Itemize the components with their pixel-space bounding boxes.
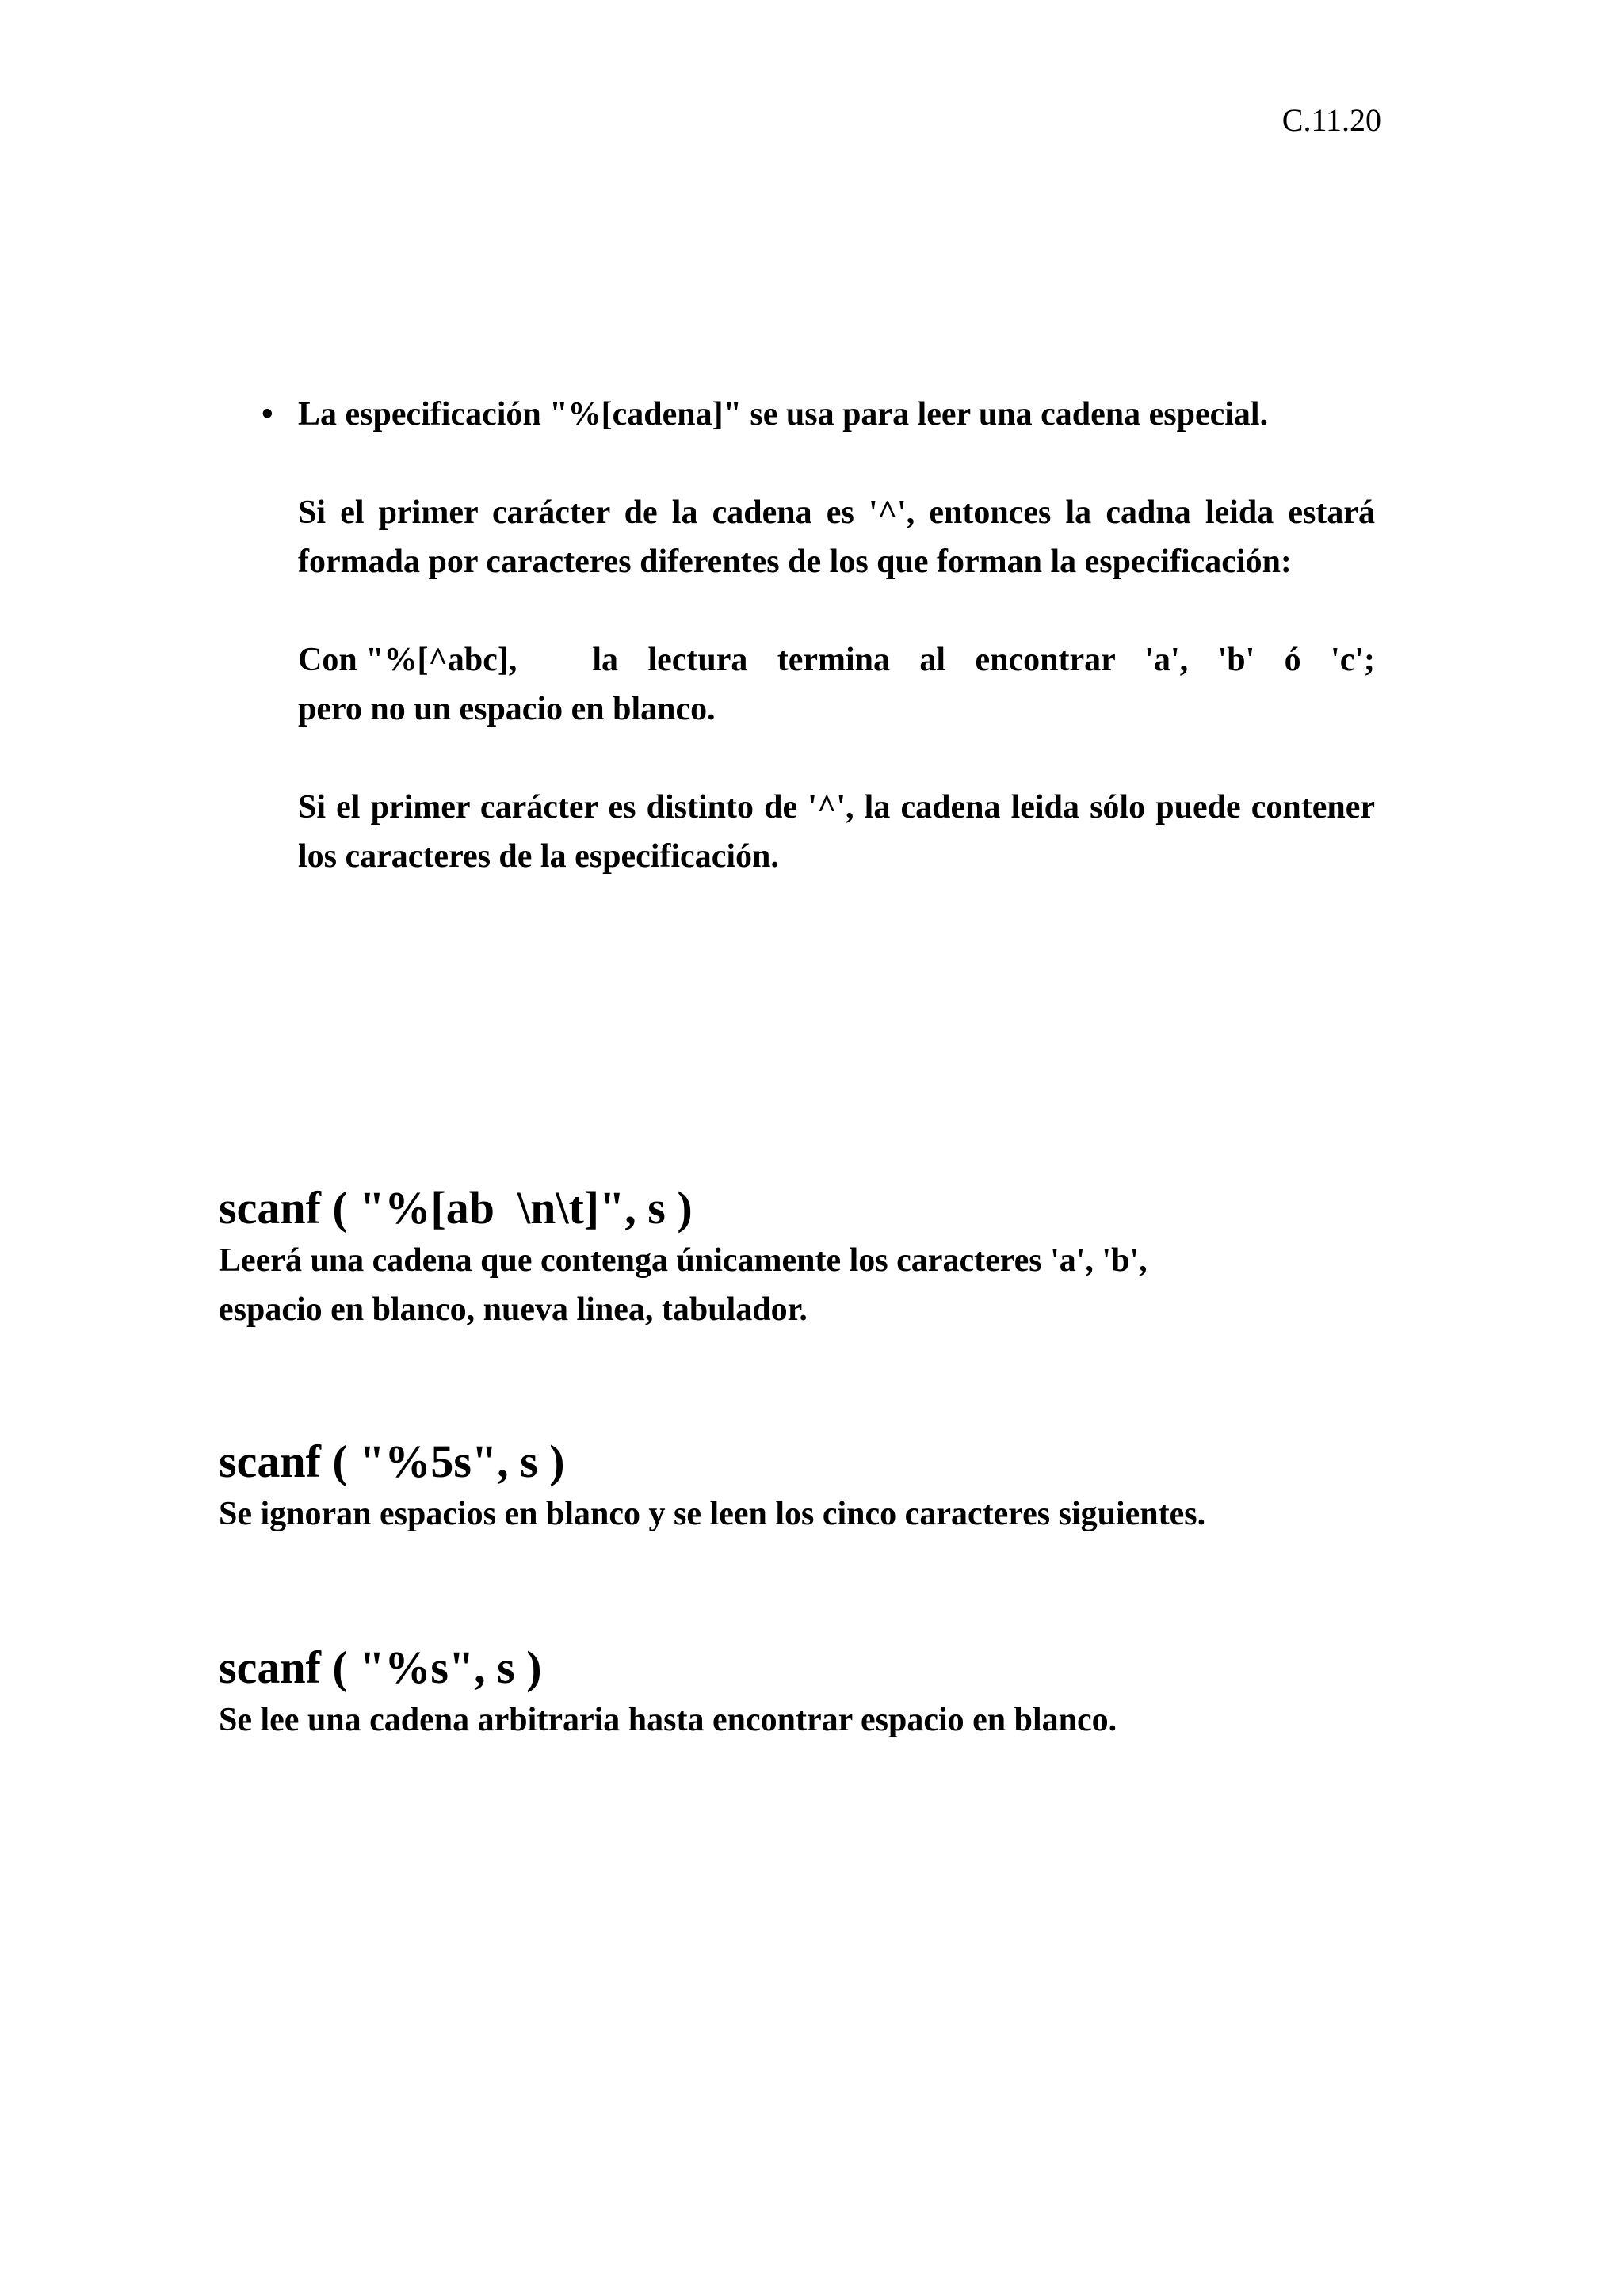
bullet-section <box>262 390 1375 881</box>
caret-rule-paragraph: Si el primer carácter de la cadena es '^', entonces la cadna leida estará formada por caracteres diferentes de los que forman la especificación: <box>298 494 1375 580</box>
con-example-paragraph <box>298 635 1375 734</box>
example-code: scanf ( "%[ab \n\t]", s ) <box>219 1182 693 1234</box>
example-plain-s <box>219 1640 1117 1745</box>
example-width-5s <box>219 1434 1205 1539</box>
example-desc-line1: Se ignoran espacios en blanco y se leen los cinco caracteres siguientes. <box>219 1496 1206 1532</box>
page-number: C.11.20 <box>1281 102 1381 138</box>
con-example-rest: la lectura termina al encontrar 'a', 'b' ó 'c'; <box>592 642 1375 678</box>
distinct-rule-paragraph: Si el primer carácter es distinto de '^', la cadena leida sólo puede contener los caracteres de la especificación. <box>298 789 1375 875</box>
example-desc-line1: Se lee una cadena arbitraria hasta encontrar espacio en blanco. <box>219 1702 1117 1738</box>
example-code: scanf ( "%s", s ) <box>219 1642 542 1693</box>
bullet-item <box>262 390 1375 439</box>
example-set-ab <box>219 1180 1148 1334</box>
example-desc-line2: espacio en blanco, nueva linea, tabulador. <box>219 1291 808 1328</box>
bullet-intro-text: La especificación "%[cadena]" se usa para leer una cadena especial. <box>298 396 1269 433</box>
con-example-line1 <box>298 635 1375 685</box>
con-example-line2: pero no un espacio en blanco. <box>298 691 716 727</box>
example-desc-line1: Leerá una cadena que contenga únicamente los caracteres 'a', 'b', <box>219 1242 1148 1279</box>
con-example-lead: Con "%[^abc], <box>298 642 517 678</box>
bullet-icon: • <box>262 396 273 433</box>
example-code: scanf ( "%5s", s ) <box>219 1436 565 1487</box>
